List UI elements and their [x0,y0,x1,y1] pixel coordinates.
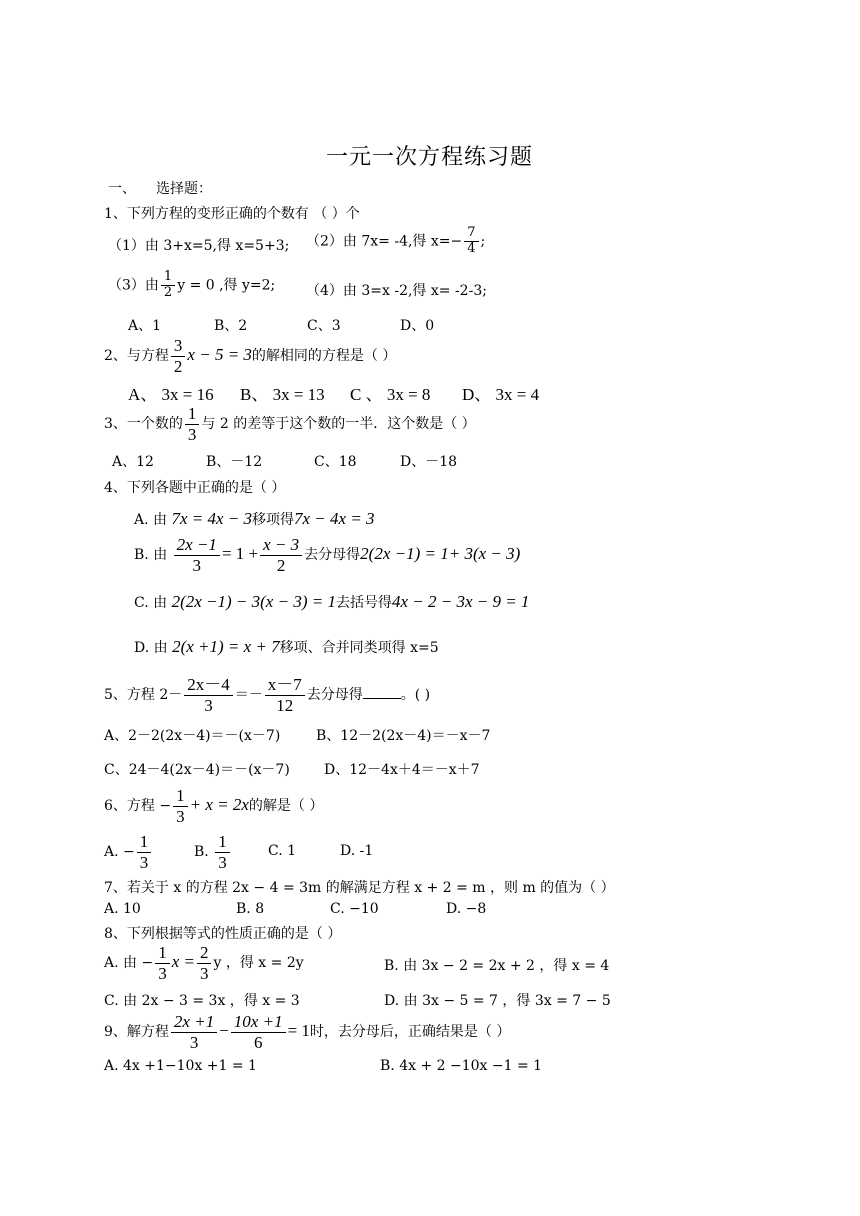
q1-option-d[interactable]: D、0 [400,318,435,334]
q8-option-d[interactable]: D. 由 3x − 5 = 7 ，得 3x = 7 − 5 [384,993,611,1009]
q7-option-a[interactable]: A. 10 [104,901,141,917]
q1-option-c[interactable]: C、3 [307,318,341,334]
q2-num: 3 [171,336,186,357]
q6-fraction [173,786,188,826]
q2-prefix: 2、与方程 [104,348,169,365]
q6-stem [104,786,323,826]
q2-fraction [171,336,186,376]
q5-num2: x－7 [265,675,305,696]
q8-a-num2: 2 [197,943,212,964]
q4-b-prefix: B. 由 [134,547,168,564]
q6-a-fraction [137,832,152,872]
q1-item2-fraction [464,226,478,257]
q8-option-c[interactable]: C. 由 2x − 3 = 3x ，得 x = 3 [104,993,300,1009]
q4-option-d[interactable] [134,637,439,657]
q1-option-a[interactable]: A、1 [128,318,162,334]
q1-stem: 1、下列方程的变形正确的个数有 （ ）个 [104,206,360,222]
q5-mid: ＝－ [234,687,263,704]
q3-prefix: 3、一个数的 [104,416,183,433]
q6-equation: + x = 2x [189,795,249,815]
q4-d-prefix: D. 由 [134,640,168,656]
q4-b-fraction1 [174,535,220,575]
q1-item2-num: 7 [464,226,478,242]
q7-option-c[interactable]: C. −10 [330,901,379,917]
q6-a-den: 3 [139,852,149,872]
q1-item1: （1）由 3+x=5,得 x=5+3; [108,238,290,254]
q1-item3-rest: y = 0 ,得 y=2; [177,277,276,294]
q5-fraction1 [184,675,233,715]
q2-equation: x − 5 = 3 [187,345,252,365]
q3-stem [104,404,476,444]
q1-item2 [306,226,485,257]
q8-a-mid: x = [171,952,195,972]
q9-option-a[interactable]: A. 4x +1−10x +1 = 1 [104,1058,257,1074]
section-heading: 选择题： [156,181,212,197]
q5-num1: 2x－4 [184,675,233,696]
q4-a-math: 7x = 4x − 3 [171,509,253,528]
q7-option-d[interactable]: D. −8 [446,901,487,917]
q7-option-b[interactable]: B. 8 [236,901,265,917]
q5-stem [104,675,430,715]
q4-b-math: 2(2x −1) = 1+ 3(x − 3) [360,544,521,564]
q4-c-math2: 4x − 2 − 3x − 9 = 1 [391,592,530,611]
q5-den2: 12 [276,695,294,715]
q1-item2-end: ; [480,233,486,250]
q6-prefix: 6、方程 − [104,798,172,815]
q5-suffix2: 。( ) [400,687,431,704]
q4-c-mid: 去括号得 [335,595,392,611]
q5-option-a[interactable]: A、2－2(2x－4)＝－(x－7) [104,728,281,744]
q8-a-suffix: y ，得 x = 2y [213,955,304,972]
q1-item2-minus: − [450,233,463,250]
q1-item3-den: 2 [163,284,173,300]
q5-option-b[interactable]: B、12－2(2x－4)＝－x－7 [316,728,491,744]
q8-a-den2: 3 [199,963,209,983]
q6-b-num: 1 [215,832,230,853]
q4-a-mid: 移项得 [252,512,295,528]
q2-option-d[interactable]: D、 3x = 4 [462,385,540,404]
q3-den: 3 [187,424,197,444]
q4-stem: 4、下列各题中正确的是（ ） [104,480,286,496]
q4-b-fraction2 [260,535,302,575]
q6-option-a[interactable] [104,832,153,872]
q9-fraction2 [231,1012,286,1052]
q5-suffix: 去分母得 [306,687,363,704]
q2-stem [104,336,396,376]
q2-option-c[interactable]: C 、 3x = 8 [350,385,431,404]
q9-prefix: 9、解方程 [104,1024,169,1041]
q8-a-prefix: A. 由 − [104,955,154,972]
answer-blank[interactable] [363,686,401,699]
q4-a-math2: 7x − 4x = 3 [294,509,375,528]
q4-option-a[interactable] [134,509,375,529]
q4-c-prefix: C. 由 [134,595,168,611]
q1-item3-text: （3）由 [108,277,159,294]
q4-b-num1: 2x −1 [174,535,220,556]
q6-b-den: 3 [218,852,227,872]
q5-den1: 3 [204,695,213,715]
q8-a-fraction2 [197,943,212,983]
q3-option-d[interactable]: D、－18 [400,454,458,470]
q3-suffix: 与 2 的差等于这个数的一半．这个数是（ ） [201,416,476,433]
q9-den2: 6 [253,1032,263,1052]
q9-fraction1 [171,1012,217,1052]
q5-option-d[interactable]: D、12－4x＋4＝－x＋7 [324,762,480,778]
q7-stem: 7、若关于 x 的方程 2x − 4 = 3m 的解满足方程 x + 2 = m ，则 m 的值为（ ） [104,880,615,896]
q4-d-suffix: 移项、合并同类项得 x=5 [279,640,439,656]
q6-num: 1 [173,786,188,807]
q6-a-num: 1 [137,832,152,853]
q8-option-b[interactable]: B. 由 3x − 2 = 2x + 2 ，得 x = 4 [384,958,610,974]
q6-option-b[interactable] [194,832,232,872]
q8-option-a[interactable] [104,943,304,983]
q2-den: 2 [173,356,183,376]
q8-a-num1: 1 [155,943,170,964]
q8-stem: 8、下列根据等式的性质正确的是（ ） [104,926,342,942]
q6-suffix: 的解是（ ） [248,798,324,815]
q5-prefix: 5、方程 2－ [104,687,183,704]
q3-option-c[interactable]: C、18 [314,454,357,470]
q1-item4: （4）由 3=x -2,得 x= -2-3; [306,283,487,299]
q4-a-prefix: A. 由 [134,512,168,528]
q1-item2-den: 4 [467,240,476,256]
section-number: 一、 [108,181,136,197]
q4-b-eq: = 1 + [221,544,259,564]
q6-den: 3 [176,806,185,826]
q3-num: 1 [185,404,200,425]
q3-option-a[interactable]: A、12 [112,454,154,470]
q8-a-fraction1 [155,943,170,983]
q4-option-c[interactable] [134,592,529,612]
q9-equation: = 1 [287,1021,310,1041]
q9-suffix: 时，去分母后，正确结果是（ ） [309,1024,511,1041]
q8-a-den1: 3 [158,963,167,983]
q6-a-label: A. − [104,844,135,861]
q1-item2-text: （2）由 7x= -4,得 x= [306,233,451,250]
q9-num1: 2x +1 [171,1012,217,1033]
q6-b-fraction [215,832,230,872]
q9-den1: 3 [189,1032,199,1052]
q5-option-c[interactable]: C、24－4(2x－4)＝－(x－7) [104,762,290,778]
q2-option-a[interactable]: A、 3x = 16 [128,385,214,404]
q3-option-b[interactable]: B、－12 [206,454,263,470]
q2-suffix: 的解相同的方程是（ ） [251,348,397,365]
q4-b-mid: 去分母得 [304,547,361,564]
q9-minus: − [219,1021,229,1041]
q4-b-den1: 3 [192,555,202,575]
q4-option-b[interactable] [134,535,520,575]
q6-option-c[interactable]: C. 1 [268,843,297,859]
q9-num2: 10x +1 [231,1012,286,1033]
q9-option-b[interactable]: B. 4x + 2 −10x −1 = 1 [380,1058,543,1074]
q1-item3-num: 1 [161,270,175,286]
q6-option-d[interactable]: D. -1 [340,843,374,859]
q1-item3-fraction [161,270,175,301]
q4-b-num2: x − 3 [260,535,302,556]
q4-b-den2: 2 [276,555,286,575]
q1-item3 [108,270,275,301]
page-title: 一元一次方程练习题 [326,145,534,170]
q4-c-math: 2(2x −1) − 3(x − 3) = 1 [171,592,336,611]
q5-fraction2 [265,675,305,715]
q6-b-label: B. [194,844,209,861]
q9-stem [104,1012,510,1052]
q2-option-b[interactable]: B、 3x = 13 [240,385,325,404]
q4-d-math: 2(x +1) = x + 7 [172,637,280,656]
q1-option-b[interactable]: B、2 [214,318,248,334]
q3-fraction [185,404,200,444]
